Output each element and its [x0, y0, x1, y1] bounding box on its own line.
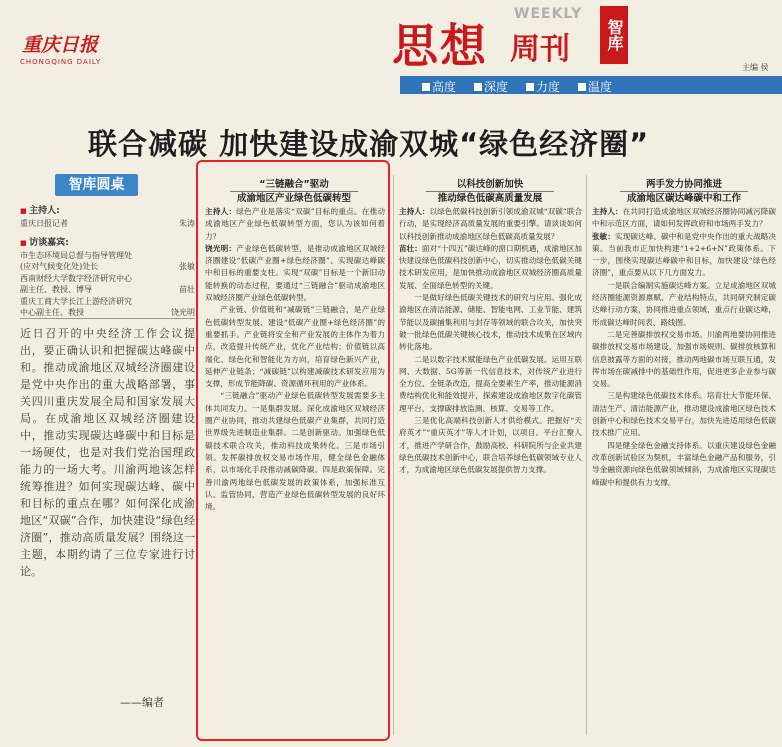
article-1-head: [200, 178, 388, 205]
article-paragraph: 苗壮：面对“十四五”碳达峰的窗口期机遇，成渝地区加快建设绿色低碳科技创新中心，切实推动绿色低碳关键技术研发应用，是加快推动成渝地区双城经济圈高质量发展、全面绿色转型的关键。: [399, 243, 582, 290]
slogan-item: 温度: [578, 78, 612, 95]
article-paragraph: 主持人：在共同打造成渝地区双城经济圈协同减污降碳中和示范区方面，请如何发挥政府和市场两手发力？: [592, 207, 776, 229]
guest-affiliation: 市生态环境局总督与指导管理处: [20, 250, 132, 260]
guest-name: 饶光明: [171, 308, 195, 317]
host-block: [20, 206, 195, 229]
slogan-item: 力度: [526, 78, 560, 95]
article-paragraph: 二是以数字技术赋能绿色产业低碳发展。运用互联网、大数据、5G等新一代信息技术，对传统产业进行全方位、全链条改造，提高全要素生产率，推动能源消费结构优化和能效提升，探索建设成渝地区数字化碳管理平台，支撑碳排放监测、核算、交易等工作。: [399, 354, 582, 413]
article-paragraph: 二是完善碳排放权交易市场。川渝两地要协同推进碳排放权交易市场建设，加强市场规则、碳排放核算和信息披露等方面的对接，推动两地碳市场互联互通，发挥市场在碳减排中的基础性作用，促进更多企业参与碳交易。: [592, 329, 776, 389]
host-name: 朱涛: [179, 218, 195, 228]
guest-affiliation: 重庆工商大学长江上游经济研究: [20, 296, 132, 306]
article-2-rule: [426, 191, 554, 192]
roundtable-tag: 智库圆桌: [55, 174, 138, 196]
section-subtitle: 周刊: [510, 32, 570, 67]
guest-name: 张敏: [179, 262, 195, 271]
article-2-head: [396, 178, 584, 205]
article-paragraph: 主持人：绿色产业是落实“双碳”目标的重点。在推动成渝地区产业绿色低碳转型方面，您认为该如何着力？: [205, 207, 385, 241]
guest-affiliation: 中心副主任、教授: [20, 308, 84, 317]
guest-name: 苗壮: [179, 285, 195, 294]
article-paragraph: 一是做好绿色低碳关键技术的研究与应用。强化成渝地区在清洁能源、储能、智能电网、工业节能、建筑节能以及碳捕集利用与封存等领域的联合攻关，加快突破一批绿色低碳关键核心技术，推动技术成果在区域内转化落地。: [399, 293, 582, 352]
masthead-subtitle: CHONGQING DAILY: [20, 58, 102, 66]
guest-row: [20, 296, 195, 308]
guest-affiliation: 西南财经大学数字经济研究中心: [20, 273, 132, 283]
left-divider: [20, 318, 195, 319]
article-paragraph: 饶光明：产业绿色低碳转型，是推动成渝地区双城经济圈建设“低碳产业圈+绿色经济圈”、实现碳达峰碳中和目标的重要支柱。实现“双碳”目标是一个新旧动能转换的动态过程，要通过“三链融合”驱动成渝地区双城经济圈产业绿色低碳转型。: [205, 243, 385, 303]
article-1-title: 成渝地区产业绿色低碳转型: [236, 193, 351, 204]
editor-credit: 主编 侯: [742, 63, 769, 72]
host-label: ■ 主持人:: [20, 206, 195, 218]
article-3-body: [592, 206, 776, 736]
article-3-title: 成渝地区碳达峰碳中和工作: [626, 193, 741, 204]
slogan-item: 高度: [422, 78, 456, 95]
article-paragraph: 产业链、价值链和“减碳链”三链融合，是产业绿色低碳转型发展、建设“低碳产业圈+绿色经济圈”的重要抓手。产业链将安全和产业发展的主体作为着力点，改造提升传统产业，优化产业结构；价值链以高端化、绿色化和智能化为方向，培育绿色新兴产业，延伸产业链条；“减碳链”以构建减碳技术研发应用为支撑，形成节能降碳、资源循环利用的产业体系。: [205, 305, 385, 389]
article-paragraph: 一是联合编制实施碳达峰方案。立足成渝地区双城经济圈能源资源禀赋、产业结构特点，共同研究制定碳达峰行动方案，协同推进重点领域、重点行业碳达峰，形成碳达峰时间表、路线图。: [592, 280, 776, 327]
guest-row: [20, 261, 195, 273]
article-paragraph: 三是构建绿色低碳技术体系。培育壮大节能环保、清洁生产、清洁能源产业，推动建设成渝地区绿色技术创新中心和绿色技术交易平台，加快先进适用绿色低碳技术推广应用。: [592, 391, 776, 438]
section-title: 思想: [392, 19, 488, 73]
guest-row: [20, 250, 195, 262]
article-2-title: 推动绿色低碳高质量发展: [437, 193, 543, 204]
section-tag: 智库: [600, 6, 628, 64]
section-weekly-label: WEEKLY: [514, 6, 583, 22]
article-paragraph: 主持人：以绿色低碳科技创新引领成渝双城“双碳”联合行动，是实现经济高质量发展的重要引擎。请谈谈如何以科技创新推动成渝地区绿色低碳高质量发展？: [399, 207, 582, 241]
article-1-rule: [230, 191, 358, 192]
guest-row: [20, 307, 195, 319]
host-affiliation: 重庆日报记者: [20, 218, 68, 228]
editor-sign: ——编者: [120, 696, 164, 709]
article-3-head: [590, 178, 778, 205]
editor-intro: 近日召开的中央经济工作会议提出，要正确认识和把握碳达峰碳中和。推动成渝地区双城经济圈建设是党中央作出的重大战略部署，事关四川重庆发展全局和国家发展大局。在成渝地区双城经济圈建设中，推动实现碳达峰碳中和目标是一场硬仗，也是对我们党治国理政能力的一场大考。川渝两地该怎样统筹推进？如何实现碳达峰、碳中和目标的重点在哪？如何深化成渝地区“双碳”合作，加快建设“绿色经济圈”，推动高质量发展？围绕这一主题，本期约请了三位专家进行讨论。: [20, 327, 195, 578]
column-divider: [393, 175, 394, 735]
article-paragraph: 三是优化高端科技创新人才供给模式。把握好“天府英才”“重庆英才”等人才计划，以项目、平台汇聚人才，推进产学研合作，鼓励高校、科研院所与企业共建绿色低碳技术创新中心，联合培养绿色低碳领域专业人才，为成渝地区绿色低碳发展提供智力支撑。: [399, 416, 582, 475]
article-1-body: [205, 206, 385, 736]
article-1-kicker: “三链融合”驱动: [259, 179, 329, 190]
article-2-body: [399, 206, 582, 736]
article-paragraph: 张敏：实现碳达峰、碳中和是党中央作出的重大战略决策。当前我市正加快构建“1+2+6+N”政策体系。下一步，围绕实现碳达峰碳中和目标，加快建设“绿色经济圈”，重点要从以下几方面发力。: [592, 231, 776, 278]
page-header: [0, 0, 782, 100]
headline: 联合减碳 加快建设成渝双城“绿色经济圈”: [88, 127, 650, 161]
article-paragraph: “三链融合”驱动产业绿色低碳转型发展需要多主体共同发力。一是集群发展。深化成渝地区双城经济圈产业协同，推动共建绿色低碳产业集群，共同打造世界级先进制造业集群。二是创新驱动。加强绿色低碳技术联合攻关，推动科技成果转化。三是市场引领。发挥碳排放权交易市场作用，健全绿色金融体系，以市场化手段推动减碳降碳。四是政策保障。完善川渝两地绿色低碳发展的政策体系，加强标准互认、监管协同，营造产业绿色低碳转型发展的良好环境。: [205, 391, 385, 512]
guest-block: [20, 238, 195, 319]
guest-row: [20, 284, 195, 296]
host-row: [20, 218, 195, 230]
guest-affiliation: (应对气候变化处)处长: [20, 262, 99, 271]
masthead-logo: 重庆日报: [22, 34, 99, 56]
article-3-kicker: 两手发力协同推进: [645, 179, 722, 190]
article-paragraph: 四是健全绿色金融支持体系。以重庆建设绿色金融改革创新试验区为契机，丰富绿色金融产品和服务，引导金融资源向绿色低碳领域倾斜，为成渝地区实现碳达峰碳中和提供有力支撑。: [592, 440, 776, 487]
guest-row: [20, 273, 195, 285]
column-divider: [586, 175, 587, 735]
slogan-item: 深度: [474, 78, 508, 95]
article-2-kicker: 以科技创新加快: [456, 179, 524, 190]
article-3-rule: [620, 191, 748, 192]
slogan-bar: [400, 76, 782, 94]
guest-affiliation: 副主任、教授、博导: [20, 285, 92, 294]
guest-label: ■ 访谈嘉宾:: [20, 238, 195, 250]
